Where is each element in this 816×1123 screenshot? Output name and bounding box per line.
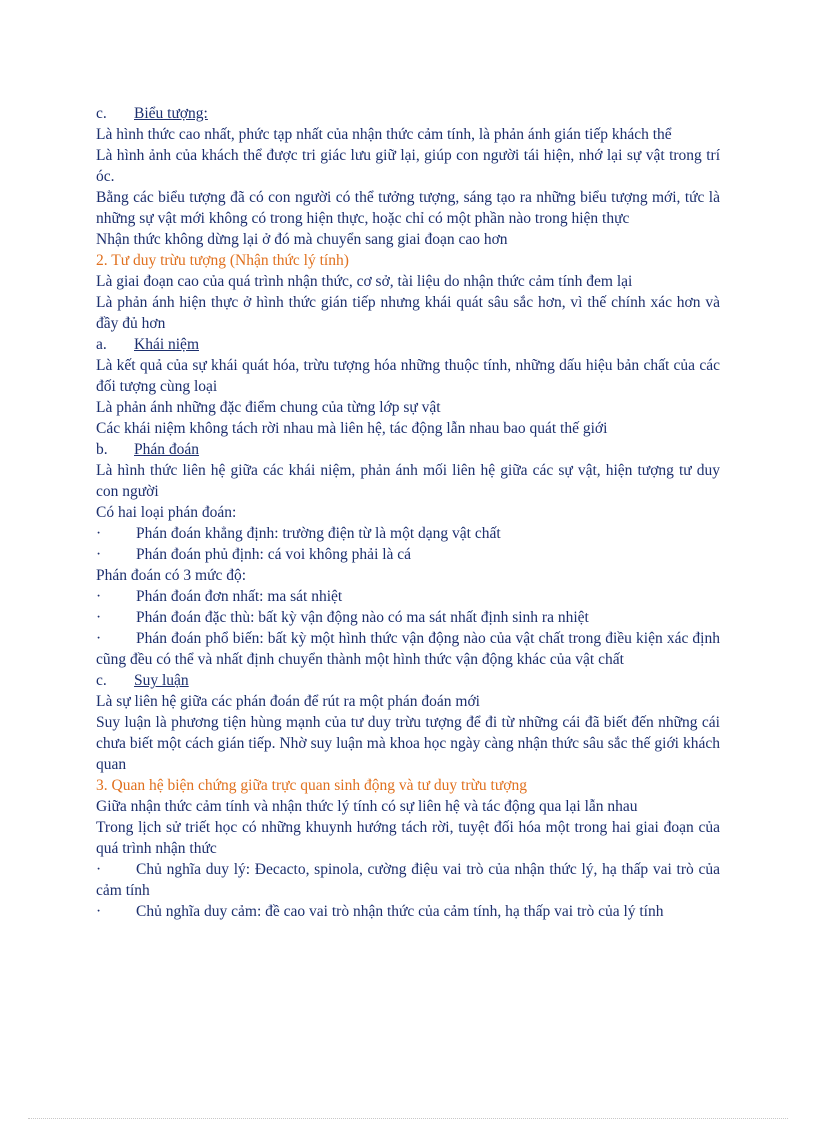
paragraph: Là kết quả của sự khái quát hóa, trừu tượng hóa những thuộc tính, những dấu hiệu bản chất của các đối tượng cùng loại: [96, 357, 720, 395]
main-heading-2: 2. Tư duy trừu tượng (Nhận thức lý tính): [96, 252, 349, 269]
paragraph: Là phản ánh những đặc điểm chung của từng lớp sự vật: [96, 399, 441, 416]
paragraph: Trong lịch sử triết học có những khuynh hướng tách rời, tuyệt đối hóa một trong hai giai đoạn của quá trình nhận thức: [96, 819, 720, 857]
section-label: c.: [96, 672, 107, 689]
bullet-dot: ·: [96, 546, 102, 563]
bullet-item: [96, 859, 720, 901]
paragraph: Là giai đoạn cao của quá trình nhận thức, cơ sở, tài liệu do nhận thức cảm tính đem lại: [96, 273, 633, 290]
bullet-item: [96, 586, 720, 607]
paragraph: Suy luận là phương tiện hùng mạnh của tư duy trừu tượng để đi từ những cái đã biết đến những cái chưa biết một cách gián tiếp. Nhờ suy luận mà khoa học ngày càng nhận thức sâu sắc thế giới khách quan: [96, 714, 720, 773]
bullet-text: Chủ nghĩa duy cảm: đề cao vai trò nhận thức của cảm tính, hạ thấp vai trò của lý tính: [136, 903, 664, 920]
bullet-item: [96, 628, 720, 670]
section-title: Phán đoán: [134, 441, 200, 458]
main-heading-3: 3. Quan hệ biện chứng giữa trực quan sinh động và tư duy trừu tượng: [96, 777, 527, 794]
bullet-dot: ·: [96, 609, 102, 626]
section-title: Biểu tượng:: [134, 105, 208, 122]
section-label: b.: [96, 441, 108, 458]
paragraph: Có hai loại phán đoán:: [96, 504, 237, 521]
paragraph: Là hình thức cao nhất, phức tạp nhất của nhận thức cảm tính, là phản ánh gián tiếp khách thể: [96, 126, 672, 143]
paragraph: Là phản ánh hiện thực ở hình thức gián tiếp nhưng khái quát sâu sắc hơn, vì thế chính xác hơn và đầy đủ hơn: [96, 294, 720, 332]
bullet-text: Phán đoán khẳng định: trường điện từ là một dạng vật chất: [136, 525, 501, 542]
paragraph: Giữa nhận thức cảm tính và nhận thức lý tính có sự liên hệ và tác động qua lại lẫn nhau: [96, 798, 638, 815]
bullet-item: [96, 901, 720, 922]
bullet-dot: ·: [96, 630, 102, 647]
section-heading-c-suy-luan: [96, 670, 720, 691]
page-bottom-divider: [28, 1118, 788, 1119]
bullet-text: Chủ nghĩa duy lý: Đecacto, spinola, cường điệu vai trò của nhận thức lý, hạ thấp vai trò của cảm tính: [96, 861, 720, 899]
paragraph: Nhận thức không dừng lại ở đó mà chuyển sang giai đoạn cao hơn: [96, 231, 508, 248]
bullet-text: Phán đoán đặc thù: bất kỳ vận động nào có ma sát nhất định sinh ra nhiệt: [136, 609, 589, 626]
bullet-text: Phán đoán phổ biến: bất kỳ một hình thức vận động nào của vật chất trong điều kiện xác định cũng đều có thể và nhất định chuyển thành một hình thức vận động khác của vật chất: [96, 630, 720, 668]
document-page: [96, 103, 720, 922]
section-label: a.: [96, 336, 107, 353]
paragraph: Bằng các biểu tượng đã có con người có thể tưởng tượng, sáng tạo ra những biểu tượng mới, tức là những sự vật mới không có trong hiện thực, hoặc chỉ có một phần nào trong hiện thực: [96, 189, 720, 227]
paragraph: Là sự liên hệ giữa các phán đoán để rút ra một phán đoán mới: [96, 693, 480, 710]
bullet-dot: ·: [96, 588, 102, 605]
bullet-item: [96, 523, 720, 544]
bullet-dot: ·: [96, 525, 102, 542]
section-heading-c-bieu-tuong: [96, 103, 720, 124]
paragraph: Là hình ảnh của khách thể được tri giác lưu giữ lại, giúp con người tái hiện, nhớ lại sự vật trong trí óc.: [96, 147, 720, 185]
paragraph: Phán đoán có 3 mức độ:: [96, 567, 247, 584]
bullet-dot: ·: [96, 903, 102, 920]
section-title: Suy luận: [134, 672, 189, 689]
section-heading-a-khai-niem: [96, 334, 720, 355]
bullet-item: [96, 607, 720, 628]
bullet-text: Phán đoán đơn nhất: ma sát nhiệt: [136, 588, 343, 605]
bullet-dot: ·: [96, 861, 102, 878]
paragraph: Các khái niệm không tách rời nhau mà liên hệ, tác động lẫn nhau bao quát thế giới: [96, 420, 608, 437]
bullet-text: Phán đoán phủ định: cá voi không phải là cá: [136, 546, 412, 563]
section-title: Khái niệm: [134, 336, 199, 353]
paragraph: Là hình thức liên hệ giữa các khái niệm, phản ánh mối liên hệ giữa các sự vật, hiện tượng tư duy con người: [96, 462, 720, 500]
bullet-item: [96, 544, 720, 565]
section-heading-b-phan-doan: [96, 439, 720, 460]
section-label: c.: [96, 105, 107, 122]
